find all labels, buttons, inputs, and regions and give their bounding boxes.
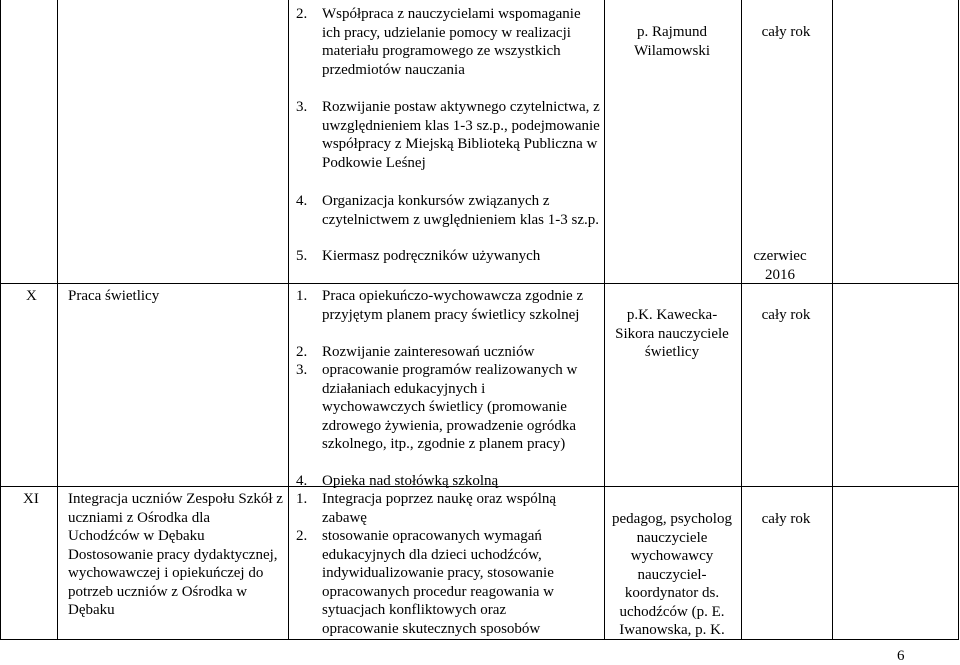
task-number: 3.: [296, 99, 308, 115]
task-item: [296, 247, 606, 266]
task-text: Organizacja konkursów związanych z czytelnictwem z uwględnieniem klas 1-3 sz.p.: [322, 193, 599, 228]
term: cały rok: [761, 307, 811, 323]
term: cały rok: [761, 511, 811, 527]
task-item: [296, 361, 606, 454]
table-col-divider-5: [832, 0, 833, 640]
row-topic: Praca świetlicy: [68, 288, 160, 304]
task-number: 1.: [296, 491, 308, 507]
task-text: Współpraca z nauczycielami wspomaganie ich pracy, udzielanie pomocy w realizacji materiału programowego ze wszystkich przedmiotów nauczania: [322, 6, 581, 78]
row-number: X: [26, 288, 37, 304]
task-number: 4.: [296, 473, 308, 489]
table-col-divider-1: [57, 0, 58, 640]
task-text: Kiermasz podręczników używanych: [322, 248, 541, 264]
task-text: Rozwijanie zainteresowań uczniów: [322, 344, 535, 360]
row-number: XI: [23, 491, 39, 507]
task-item: [296, 472, 606, 491]
table-border-left: [0, 0, 1, 640]
task-text: opracowanie programów realizowanych w działaniach edukacyjnych i wychowawczych świetlicy (promowanie zdrowego żywienia, prowadzenie ogródka szkolnego, itp., zgodnie z planem pracy): [322, 362, 578, 452]
term: cały rok: [761, 24, 811, 40]
task-item: [296, 343, 606, 362]
page-number: 6: [897, 648, 905, 664]
task-item: [296, 98, 606, 172]
task-text: Integracja poprzez naukę oraz wspólną zabawę: [322, 491, 557, 526]
task-text: stosowanie opracowanych wymagań edukacyjnych dla dzieci uchodźców, indywidualizowanie pracy, stosowanie opracowanych procedur reagowania w sytuacjach konfliktowych oraz opracowanie skutecznych sposobów: [322, 528, 554, 637]
task-item: [296, 287, 606, 324]
task-number: 4.: [296, 193, 308, 209]
table-row-divider-1: [0, 283, 959, 284]
responsible-person: p.K. Kawecka-Sikora nauczyciele świetlicy: [615, 307, 729, 360]
task-number: 2.: [296, 344, 308, 360]
table-col-divider-4: [741, 0, 742, 640]
task-item: [296, 527, 606, 638]
table-col-divider-2: [288, 0, 289, 640]
task-text: Opieka nad stołówką szkolną: [322, 473, 499, 489]
task-number: 2.: [296, 6, 308, 22]
task-item: [296, 192, 606, 229]
task-number: 1.: [296, 288, 308, 304]
term: czerwiec 2016: [753, 248, 807, 283]
task-number: 3.: [296, 362, 308, 378]
task-number: 5.: [296, 248, 308, 264]
row-topic: Integracja uczniów Zespołu Szkół z uczniami z Ośrodka dla Uchodźców w Dębaku Dostosowanie pracy dydaktycznej, wychowawczej i opiekuńczej do potrzeb uczniów z Ośrodka w Dębaku: [68, 491, 283, 618]
task-item: [296, 5, 606, 79]
task-number: 2.: [296, 528, 308, 544]
responsible-person: pedagog, psycholog nauczyciele wychowawcy nauczyciel-koordynator ds. uchodźców (p. E. Iwanowska, p. K.: [612, 511, 732, 638]
task-text: Rozwijanie postaw aktywnego czytelnictwa, z uwzględnieniem klas 1-3 sz.p., podejmowanie współpracy z Miejską Biblioteką Publiczna w Podkowie Leśnej: [322, 99, 600, 171]
responsible-person: p. Rajmund Wilamowski: [633, 24, 711, 59]
task-item: [296, 490, 606, 527]
table-border-right: [958, 0, 959, 640]
table-border-bottom: [0, 639, 959, 640]
task-text: Praca opiekuńczo-wychowawcza zgodnie z przyjętym planem pracy świetlicy szkolnej: [322, 288, 584, 323]
